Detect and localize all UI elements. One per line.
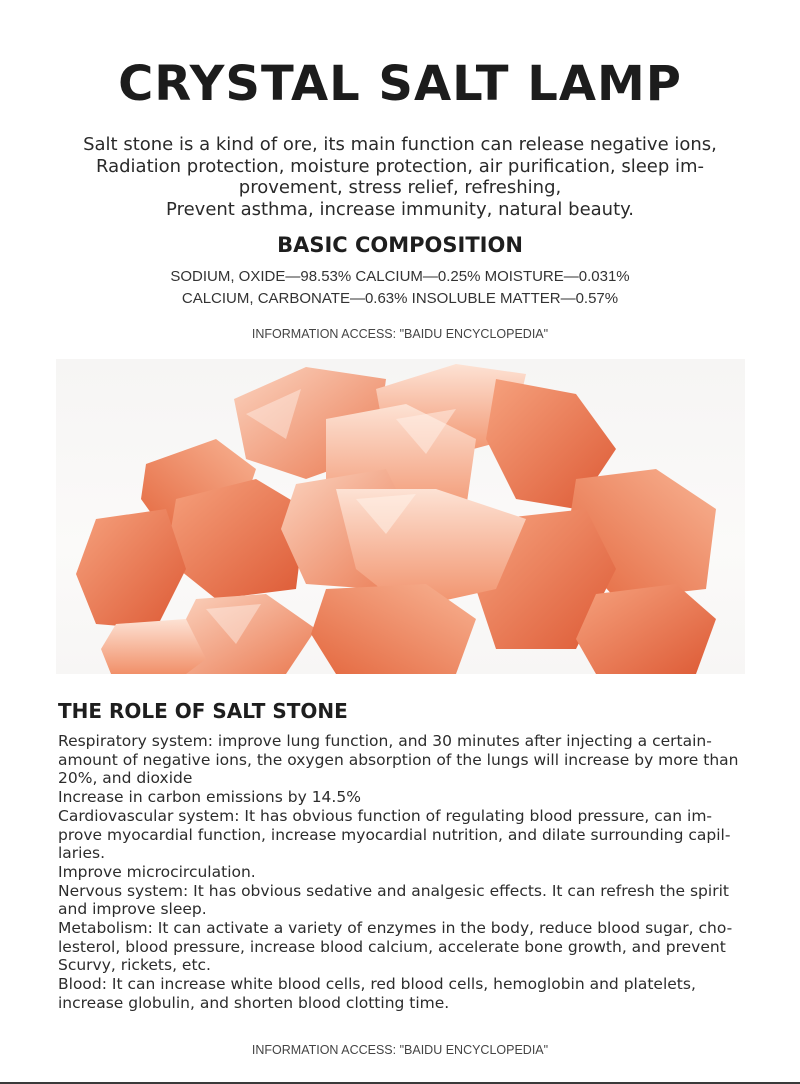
role-line: increase globulin, and shorten blood clotting time. xyxy=(58,993,450,1012)
composition-list xyxy=(0,266,800,310)
role-line: Metabolism: It can activate a variety of enzymes in the body, reduce blood sugar, cho- xyxy=(58,919,733,938)
role-line: lesterol, blood pressure, increase blood calcium, accelerate bone growth, and prevent xyxy=(58,937,726,956)
intro-line: Salt stone is a kind of ore, its main function can release negative ions, xyxy=(83,134,717,155)
page-title: CRYSTAL SALT LAMP xyxy=(118,56,682,112)
role-line: Respiratory system: improve lung function, and 30 minutes after injecting a certain- xyxy=(58,732,712,750)
intro-paragraph xyxy=(70,134,730,220)
role-line: 20%, and dioxide xyxy=(58,769,193,788)
intro-line: Prevent asthma, increase immunity, natural beauty. xyxy=(166,198,634,220)
salt-rock xyxy=(166,479,306,599)
role-line: and improve sleep. xyxy=(58,900,207,919)
composition-heading: BASIC COMPOSITION xyxy=(277,233,523,257)
role-description xyxy=(58,732,748,1013)
composition-line: SODIUM, OXIDE—98.53% CALCIUM—0.25% MOISTURE—0.031% xyxy=(170,268,630,285)
role-line: Increase in carbon emissions by 14.5% xyxy=(58,788,361,807)
role-heading: THE ROLE OF SALT STONE xyxy=(58,699,348,723)
salt-rock xyxy=(76,509,186,629)
role-line: Improve microcirculation. xyxy=(58,862,256,881)
role-line: amount of negative ions, the oxygen absorption of the lungs will increase by more than xyxy=(58,750,739,769)
role-line: laries. xyxy=(58,844,106,863)
intro-line: Radiation protection, moisture protection, air purification, sleep im- xyxy=(95,155,705,177)
role-line: Cardiovascular system: It has obvious function of regulating blood pressure, can im- xyxy=(58,806,713,825)
role-line: Blood: It can increase white blood cells, red blood cells, hemoglobin and platelets, xyxy=(58,975,696,994)
role-source: INFORMATION ACCESS: "BAIDU ENCYCLOPEDIA" xyxy=(251,1043,549,1057)
salt-rocks-illustration xyxy=(56,359,745,674)
role-line: Nervous system: It has obvious sedative and analgesic effects. It can refresh the spirit xyxy=(58,881,729,900)
intro-line: provement, stress relief, refreshing, xyxy=(238,177,562,198)
salt-rock xyxy=(576,584,716,674)
role-line: Scurvy, rickets, etc. xyxy=(58,956,211,975)
role-line: prove myocardial function, increase myocardial nutrition, and dilate surrounding capil- xyxy=(58,825,731,844)
composition-source: INFORMATION ACCESS: "BAIDU ENCYCLOPEDIA" xyxy=(251,327,549,341)
salt-stone-photo xyxy=(56,359,745,674)
composition-line: CALCIUM, CARBONATE—0.63% INSOLUBLE MATTER—0.57% xyxy=(181,290,619,307)
